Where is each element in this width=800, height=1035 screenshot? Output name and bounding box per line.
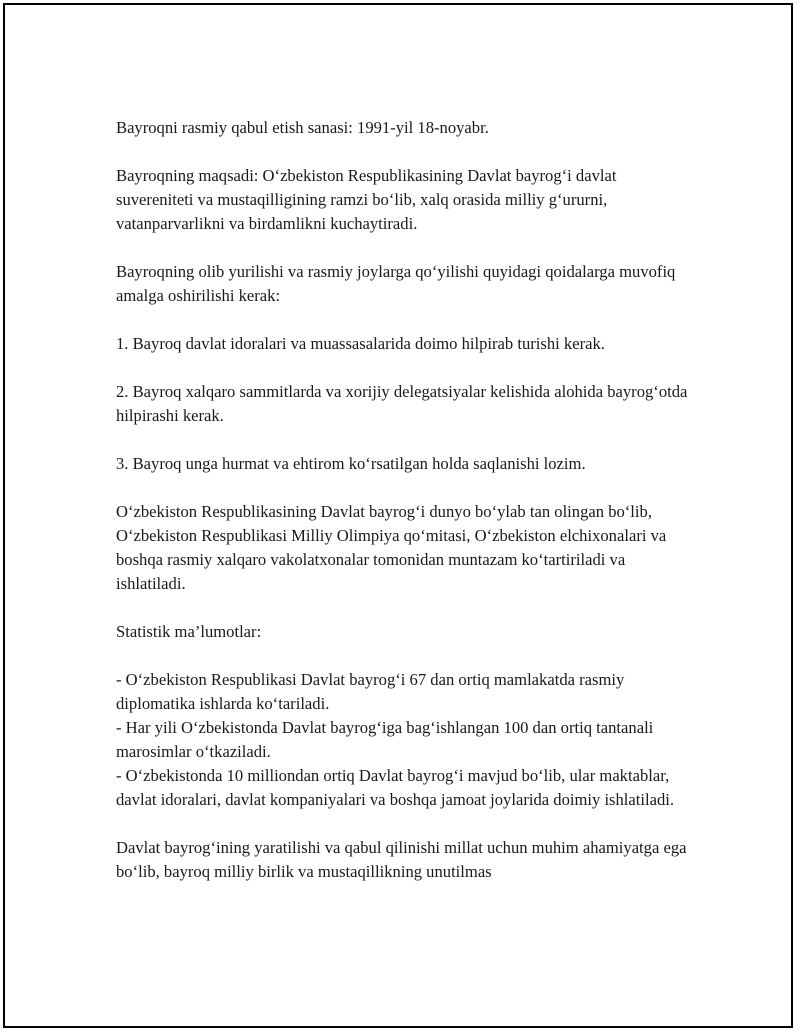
adoption-date-paragraph: Bayroqni rasmiy qabul etish sanasi: 1991-yil 18-noyabr. (116, 118, 489, 137)
stats-item: - Har yili O‘zbekistonda Davlat bayrog‘iga bag‘ishlangan 100 dan ortiq tantanali marosimlar o‘tkaziladi. (116, 718, 654, 761)
rules-intro-paragraph: Bayroqning olib yurilishi va rasmiy joylarga qo‘yilishi quyidagi qoidalarga muvofiq amalga oshirilishi kerak: (116, 262, 676, 305)
stats-item: - O‘zbekistonda 10 milliondan ortiq Davlat bayrog‘i mavjud bo‘lib, ular maktablar, davlat idoralari, davlat kompaniyalari va boshqa jamoat joylarida doimiy ishlatiladi. (116, 766, 675, 809)
stats-item: - O‘zbekiston Respublikasi Davlat bayrog‘i 67 dan ortiq mamlakatda rasmiy diplomatika ishlarda ko‘tariladi. (116, 670, 625, 713)
rule-item: 1. Bayroq davlat idoralari va muassasalarida doimo hilpirab turishi kerak. (116, 334, 605, 353)
document-body (116, 116, 696, 908)
stats-heading: Statistik ma’lumotlar: (116, 622, 262, 641)
recognition-paragraph: O‘zbekiston Respublikasining Davlat bayrog‘i dunyo bo‘ylab tan olingan bo‘lib, O‘zbekiston Respublikasi Milliy Olimpiya qo‘mitasi, O‘zbekiston elchixonalari va boshqa rasmiy xalqaro vakolatxonalar tomonidan muntazam ko‘tartiriladi va ishlatiladi. (116, 502, 667, 593)
closing-paragraph: Davlat bayrog‘ining yaratilishi va qabul qilinishi millat uchun muhim ahamiyatga ega bo‘lib, bayroq milliy birlik va mustaqillikning unutilmas (116, 838, 687, 881)
rule-item: 3. Bayroq unga hurmat va ehtirom ko‘rsatilgan holda saqlanishi lozim. (116, 454, 586, 473)
rule-item: 2. Bayroq xalqaro sammitlarda va xorijiy delegatsiyalar kelishida alohida bayrog‘otda hilpirashi kerak. (116, 382, 688, 425)
stats-list (116, 668, 696, 812)
purpose-paragraph: Bayroqning maqsadi: O‘zbekiston Respublikasining Davlat bayrog‘i davlat suvereniteti va mustaqilligining ramzi bo‘lib, xalq orasida milliy g‘ururni, vatanparvarlikni va birdamlikni kuchaytiradi. (116, 166, 617, 233)
